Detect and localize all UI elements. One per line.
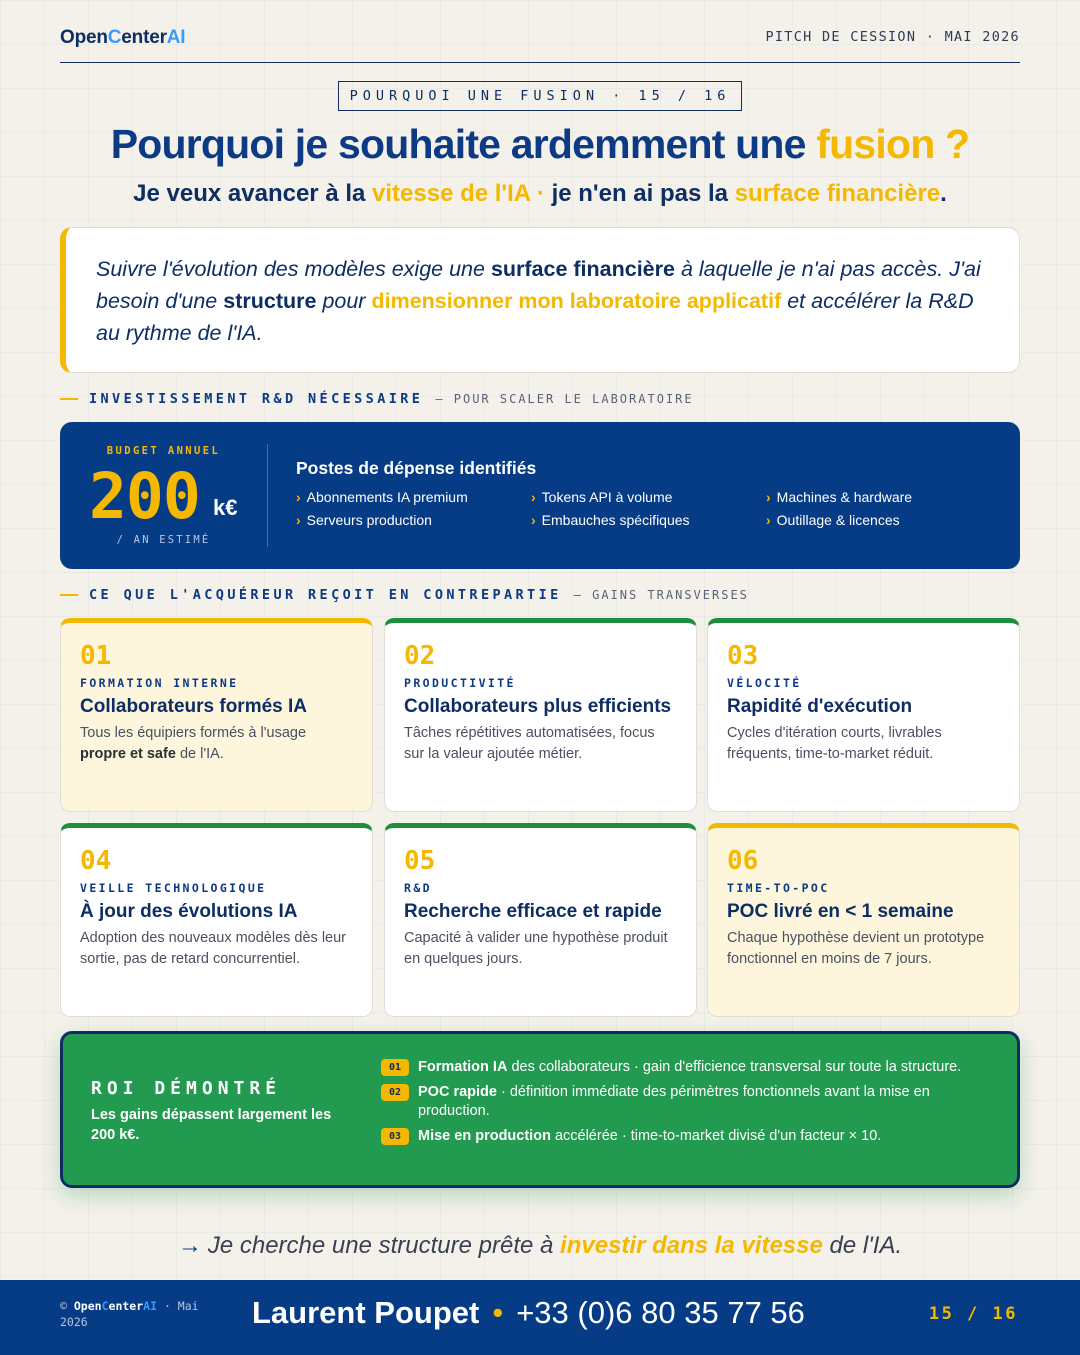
roi-panel bbox=[60, 1031, 1020, 1188]
roi-description: Les gains dépassent largement les 200 k€. bbox=[91, 1107, 332, 1143]
footer-copyright: © OpenCenterAI · Mai 2026 bbox=[60, 1299, 199, 1329]
contact-name: Laurent Poupet bbox=[252, 1295, 480, 1330]
chevron-right-icon: › bbox=[531, 512, 536, 528]
separator-dot-icon: • bbox=[492, 1295, 504, 1330]
budget-period: / AN ESTIMÉ bbox=[116, 534, 211, 546]
chevron-right-icon: › bbox=[296, 512, 301, 528]
gain-card bbox=[60, 618, 373, 812]
card-description: Cycles d'itération courts, livrables fréquents, time-to-market réduit. bbox=[727, 725, 942, 762]
section-dash bbox=[60, 398, 78, 400]
roi-item-text: Formation IA des collaborateurs · gain d'efficience transversal sur toute la structure. bbox=[418, 1059, 962, 1075]
budget-expenses bbox=[296, 458, 996, 528]
contact-phone: +33 (0)6 80 35 77 56 bbox=[516, 1295, 805, 1330]
roi-item bbox=[381, 1083, 981, 1121]
card-title: À jour des évolutions IA bbox=[80, 901, 298, 922]
card-title: Collaborateurs plus efficients bbox=[404, 696, 672, 717]
card-number: 04 bbox=[80, 846, 112, 876]
gains-section-subtitle: — GAINS TRANSVERSES bbox=[573, 588, 749, 602]
card-number: 01 bbox=[80, 641, 112, 671]
roi-badge: 02 bbox=[381, 1084, 409, 1101]
gains-section-title: CE QUE L'ACQUÉREUR REÇOIT EN CONTREPARTIE bbox=[89, 587, 562, 603]
card-number: 03 bbox=[727, 641, 759, 671]
card-title: Recherche efficace et rapide bbox=[404, 901, 662, 922]
footer-logo: OpenCenterAI bbox=[73, 1299, 157, 1313]
roi-badge: 03 bbox=[381, 1128, 409, 1145]
gain-card bbox=[707, 823, 1020, 1017]
card-description: Tous les équipiers formés à l'usage propre et safe de l'IA. bbox=[80, 725, 307, 762]
rd-section-label bbox=[60, 391, 694, 407]
expense-item: › Abonnements IA premium bbox=[296, 489, 468, 505]
card-title: Rapidité d'exécution bbox=[727, 696, 913, 717]
roi-item bbox=[381, 1127, 981, 1146]
card-title: POC livré en < 1 semaine bbox=[727, 901, 954, 922]
expense-item: › Outillage & licences bbox=[766, 512, 900, 528]
arrow-right-icon: → bbox=[177, 1232, 202, 1259]
section-tag: POURQUOI UNE FUSION · 15 / 16 bbox=[338, 81, 742, 111]
card-category: FORMATION INTERNE bbox=[80, 676, 239, 690]
card-number: 05 bbox=[404, 846, 436, 876]
card-category: PRODUCTIVITÉ bbox=[404, 676, 516, 690]
expense-item: › Serveurs production bbox=[296, 512, 432, 528]
rd-section-title: INVESTISSEMENT R&D NÉCESSAIRE bbox=[89, 391, 424, 407]
chevron-right-icon: › bbox=[531, 489, 536, 505]
section-dash bbox=[60, 594, 78, 596]
card-number: 02 bbox=[404, 641, 436, 671]
roi-item-text: Mise en production accélérée · time-to-market divisé d'un facteur × 10. bbox=[418, 1128, 882, 1144]
card-category: TIME-TO-POC bbox=[727, 881, 830, 895]
card-category: VEILLE TECHNOLOGIQUE bbox=[80, 881, 267, 895]
card-category: R&D bbox=[404, 881, 432, 895]
page-subtitle: Je veux avancer à la vitesse de l'IA · je n'en ai pas la surface financière. bbox=[133, 180, 947, 207]
gain-card bbox=[60, 823, 373, 1017]
expense-item: › Machines & hardware bbox=[766, 489, 913, 505]
tagline: → Je cherche une structure prête à investir dans la vitesse de l'IA. bbox=[177, 1232, 903, 1259]
card-description: Adoption des nouveaux modèles dès leur sortie, pas de retard concurrentiel. bbox=[80, 930, 347, 967]
card-description: Tâches répétitives automatisées, focus sur la valeur ajoutée métier. bbox=[404, 725, 655, 762]
footer bbox=[0, 1280, 1080, 1355]
page-number: 15 / 16 bbox=[928, 1304, 1018, 1324]
logo: OpenCenterAI bbox=[60, 27, 186, 48]
expense-item: › Tokens API à volume bbox=[531, 489, 673, 505]
budget-heading: Postes de dépense identifiés bbox=[296, 458, 537, 478]
expense-list bbox=[296, 489, 996, 528]
card-category: VÉLOCITÉ bbox=[727, 676, 802, 690]
page-title: Pourquoi je souhaite ardemment une fusion ? bbox=[110, 121, 970, 167]
rd-section-subtitle: — POUR SCALER LE LABORATOIRE bbox=[435, 392, 694, 406]
budget-divider bbox=[267, 444, 268, 547]
gain-card bbox=[384, 618, 697, 812]
footer-contact bbox=[252, 1295, 805, 1331]
budget-eyebrow: BUDGET ANNUEL bbox=[106, 445, 221, 457]
roi-list bbox=[381, 1058, 981, 1152]
top-header bbox=[60, 24, 1020, 63]
roi-badge: 01 bbox=[381, 1059, 409, 1076]
quote-box: Suivre l'évolution des modèles exige une surface financière à laquelle je n'ai pas accès. J'ai besoin d'une structure pour dimensionner mon laboratoire applicatif et accélérer la R&D au rythme de l'IA. bbox=[60, 227, 1020, 373]
roi-title: ROI DÉMONTRÉ bbox=[91, 1078, 282, 1099]
card-number: 06 bbox=[727, 846, 759, 876]
chevron-right-icon: › bbox=[766, 512, 771, 528]
chevron-right-icon: › bbox=[296, 489, 301, 505]
card-description: Chaque hypothèse devient un prototype fonctionnel en moins de 7 jours. bbox=[727, 930, 985, 967]
card-description: Capacité à valider une hypothèse produit en quelques jours. bbox=[404, 930, 668, 967]
gain-card bbox=[707, 618, 1020, 812]
card-title: Collaborateurs formés IA bbox=[80, 696, 307, 717]
chevron-right-icon: › bbox=[766, 489, 771, 505]
budget-unit: k€ bbox=[213, 495, 238, 520]
gain-card bbox=[384, 823, 697, 1017]
budget-panel bbox=[60, 422, 1020, 569]
document-meta: PITCH DE CESSION · MAI 2026 bbox=[765, 29, 1020, 45]
roi-item-text: POC rapide · définition immédiate des périmètres fonctionnels avant la mise en production. bbox=[418, 1084, 930, 1119]
gains-section-label bbox=[60, 587, 749, 603]
roi-item bbox=[381, 1058, 981, 1077]
budget-summary bbox=[60, 422, 267, 569]
expense-item: › Embauches spécifiques bbox=[531, 512, 690, 528]
budget-value: 200 bbox=[89, 460, 200, 533]
